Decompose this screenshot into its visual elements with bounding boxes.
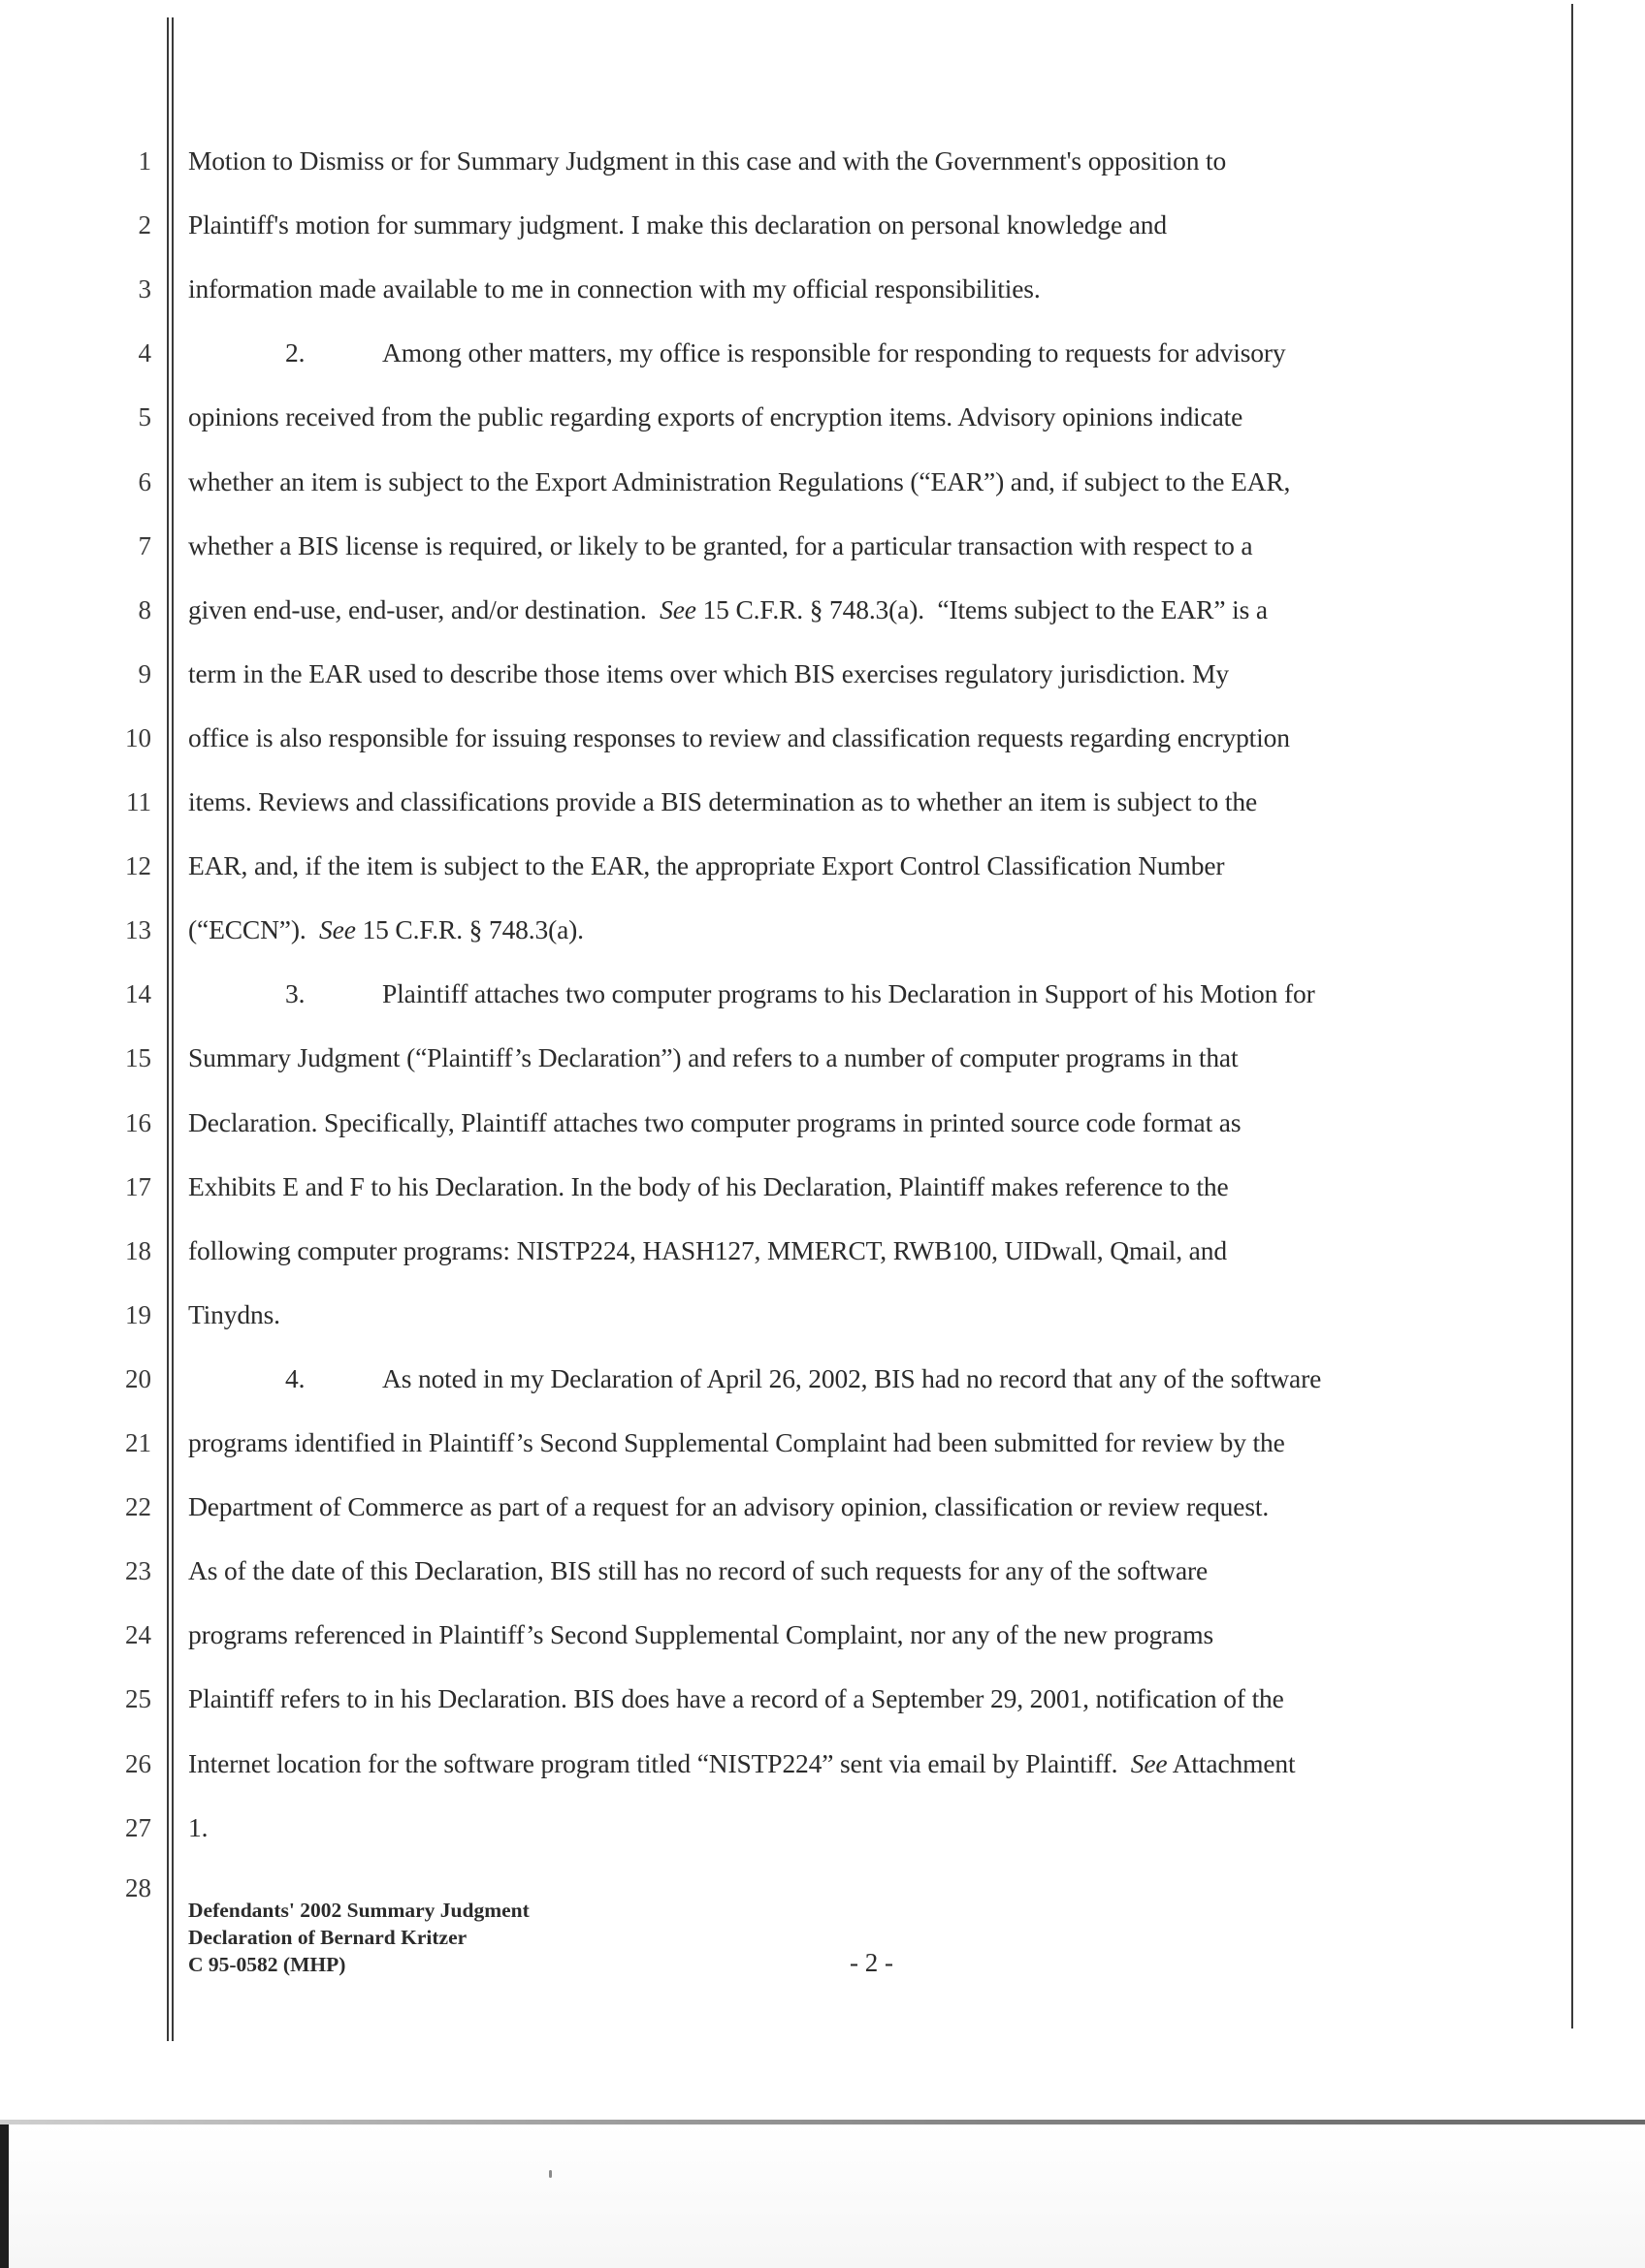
text-line xyxy=(188,1043,1238,1072)
line-number: 4 xyxy=(138,338,151,368)
text-line xyxy=(188,146,1226,176)
paragraph-number: 2. xyxy=(285,337,306,368)
line-number: 10 xyxy=(125,722,151,752)
line-text: Plaintiff attaches two computer programs to his Declaration in Support of his Motion for xyxy=(382,978,1315,1009)
line-text: following computer programs: NISTP224, HASH127, MMERCT, RWB100, UIDwall, Qmail, and xyxy=(188,1234,1227,1265)
text-line xyxy=(188,210,1167,240)
text-line xyxy=(188,979,1315,1008)
line-number: 8 xyxy=(138,594,151,624)
text-line xyxy=(188,467,1290,496)
footer-caption-declarant: Declaration of Bernard Kritzer xyxy=(188,1926,468,1949)
line-text: (“ECCN”). xyxy=(188,914,320,945)
line-number: 27 xyxy=(125,1812,151,1842)
text-line xyxy=(188,531,1252,560)
scanner-background xyxy=(0,2124,1645,2268)
text-line xyxy=(188,595,1268,624)
line-text: programs identified in Plaintiff’s Second Supplemental Complaint had been submitted for review by the xyxy=(188,1427,1285,1457)
line-text: Tinydns. xyxy=(188,1298,280,1329)
line-text: 15 C.F.R. § 748.3(a). “Items subject to the EAR” is a xyxy=(695,593,1268,624)
line-text: Summary Judgment (“Plaintiff’s Declaration”) and refers to a number of computer programs in that xyxy=(188,1042,1239,1073)
line-text: EAR, and, if the item is subject to the EAR, the appropriate Export Control Classification Number xyxy=(188,850,1225,881)
text-line xyxy=(188,1620,1213,1649)
line-text: 15 C.F.R. § 748.3(a). xyxy=(355,914,584,945)
text-line xyxy=(188,1749,1295,1778)
scanner-edge-shadow xyxy=(0,2124,9,2268)
line-number: 13 xyxy=(125,915,151,945)
line-number: 26 xyxy=(125,1748,151,1778)
line-number: 19 xyxy=(125,1299,151,1329)
line-text: Internet location for the software program titled “NISTP224” sent via email by Plaintiff. xyxy=(188,1747,1131,1778)
line-number: 23 xyxy=(125,1556,151,1586)
line-number: 16 xyxy=(125,1107,151,1137)
line-text: As noted in my Declaration of April 26, 2002, BIS had no record that any of the software xyxy=(382,1362,1322,1393)
line-text: whether a BIS license is required, or likely to be granted, for a particular transaction with respect to a xyxy=(188,529,1253,560)
line-number: 2 xyxy=(138,210,151,240)
line-number: 21 xyxy=(125,1428,151,1457)
line-text: office is also responsible for issuing responses to review and classification requests regarding encryption xyxy=(188,721,1290,752)
citation-signal: See xyxy=(319,914,356,945)
text-line xyxy=(188,274,1041,303)
text-line xyxy=(188,1428,1285,1457)
left-margin-rule-outer xyxy=(167,17,169,2041)
paragraph-number: 3. xyxy=(285,978,306,1009)
citation-signal: See xyxy=(1130,1747,1168,1778)
right-margin-rule xyxy=(1571,4,1573,2028)
line-text: Motion to Dismiss or for Summary Judgment in this case and with the Government's opposition to xyxy=(188,145,1227,176)
line-text: information made available to me in connection with my official responsibilities. xyxy=(188,273,1041,304)
line-number: 11 xyxy=(126,787,151,816)
text-line xyxy=(188,402,1242,431)
page-number: - 2 - xyxy=(850,1948,893,1977)
line-number: 24 xyxy=(125,1620,151,1650)
text-line xyxy=(188,1556,1208,1585)
line-text: Among other matters, my office is responsible for responding to requests for advisory xyxy=(382,337,1286,368)
text-line xyxy=(188,1300,280,1329)
line-text: term in the EAR used to describe those items over which BIS exercises regulatory jurisdiction. My xyxy=(188,657,1229,688)
text-line xyxy=(188,787,1257,816)
line-number: 20 xyxy=(125,1363,151,1393)
text-line xyxy=(188,1108,1241,1137)
line-text: programs referenced in Plaintiff’s Second Supplemental Complaint, nor any of the new programs xyxy=(188,1619,1214,1650)
text-line xyxy=(188,338,1285,367)
line-number: 15 xyxy=(125,1043,151,1073)
line-text: Exhibits E and F to his Declaration. In the body of his Declaration, Plaintiff makes reference to the xyxy=(188,1170,1229,1201)
line-number: 5 xyxy=(138,402,151,432)
line-number: 3 xyxy=(138,274,151,304)
footer-case-number: C 95-0582 (MHP) xyxy=(188,1953,346,1976)
line-number: 1 xyxy=(138,146,151,176)
line-text: Department of Commerce as part of a request for an advisory opinion, classification or review request. xyxy=(188,1491,1270,1522)
text-line xyxy=(188,723,1290,752)
line-number: 7 xyxy=(138,530,151,560)
scan-speck xyxy=(549,2170,552,2178)
line-number: 25 xyxy=(125,1684,151,1714)
text-line xyxy=(188,1813,208,1842)
line-text: Declaration. Specifically, Plaintiff attaches two computer programs in printed source code format as xyxy=(188,1106,1242,1137)
line-number: 28 xyxy=(125,1873,151,1902)
line-text: opinions received from the public regarding exports of encryption items. Advisory opinions indicate xyxy=(188,401,1243,432)
line-text: given end-use, end-user, and/or destination. xyxy=(188,593,661,624)
footer-caption xyxy=(188,1897,530,1978)
line-number: 6 xyxy=(138,466,151,496)
left-margin-rule-inner xyxy=(172,17,174,2041)
text-line xyxy=(188,915,584,944)
text-line xyxy=(188,1172,1229,1201)
line-text: whether an item is subject to the Export Administration Regulations (“EAR”) and, if subject to the EAR, xyxy=(188,465,1291,496)
text-line xyxy=(188,1364,1321,1393)
line-text: items. Reviews and classifications provide a BIS determination as to whether an item is subject to the xyxy=(188,786,1258,816)
citation-signal: See xyxy=(660,593,696,624)
line-number: 22 xyxy=(125,1492,151,1522)
line-text: Attachment xyxy=(1167,1747,1296,1778)
footer-caption-title: Defendants' 2002 Summary Judgment xyxy=(188,1899,530,1922)
line-text: 1. xyxy=(188,1811,209,1842)
text-line xyxy=(188,851,1224,880)
line-text: Plaintiff's motion for summary judgment. I make this declaration on personal knowledge and xyxy=(188,209,1167,240)
text-line xyxy=(188,1492,1269,1521)
line-text: As of the date of this Declaration, BIS still has no record of such requests for any of the software xyxy=(188,1555,1209,1586)
paragraph-number: 4. xyxy=(285,1362,306,1393)
text-line xyxy=(188,1684,1284,1713)
line-number: 9 xyxy=(138,658,151,688)
text-line xyxy=(188,1236,1227,1265)
line-number: 12 xyxy=(125,851,151,881)
line-number: 18 xyxy=(125,1235,151,1265)
line-number: 17 xyxy=(125,1171,151,1201)
line-number: 14 xyxy=(125,979,151,1009)
text-line xyxy=(188,659,1229,688)
line-text: Plaintiff refers to in his Declaration. BIS does have a record of a September 29, 2001, notification of the xyxy=(188,1683,1284,1714)
